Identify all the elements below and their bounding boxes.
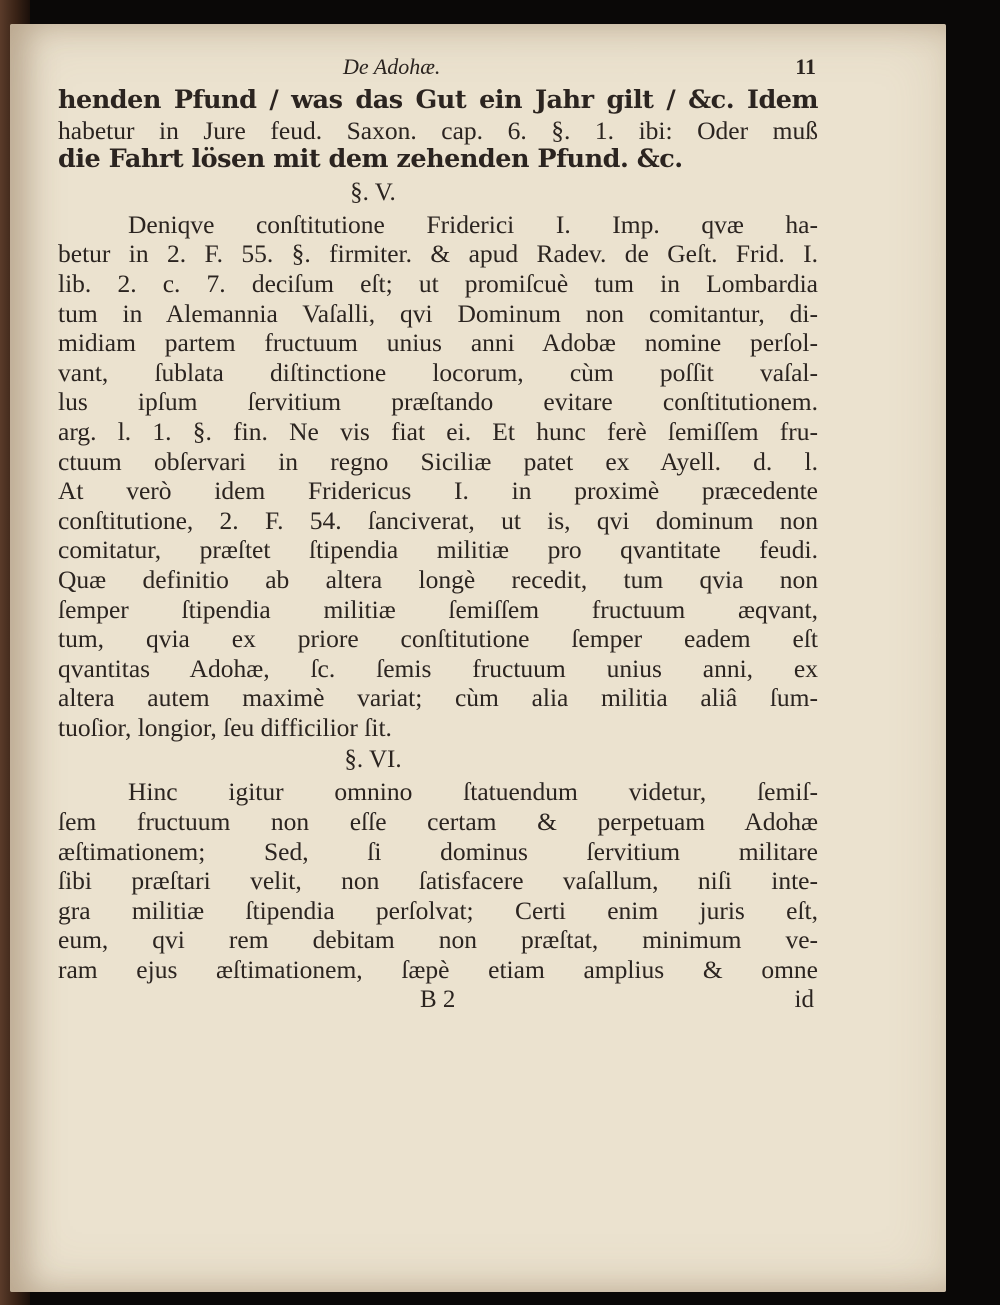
book-page — [10, 24, 946, 1292]
text-line: henden Pfund / was das Gut ein Jahr gilt / &c. Idem — [58, 85, 818, 115]
text-line: ctuum obſervari in regno Siciliæ patet ex Ayell. d. l. — [58, 446, 818, 476]
section-v-body — [58, 210, 818, 743]
page-number: 11 — [795, 54, 816, 79]
main-text — [58, 86, 818, 1015]
text-line: ram ejus æſtimationem, ſæpè etiam amplius & omne — [58, 955, 818, 985]
page-footer — [58, 985, 818, 1015]
text-line: tum in Alemannia Vaſalli, qvi Dominum non comitantur, di- — [58, 298, 818, 328]
running-head — [58, 54, 818, 86]
running-head-title: De Adohæ. — [343, 54, 441, 79]
text-line: At verò idem Fridericus I. in proximè præcedente — [58, 476, 818, 506]
text-line: midiam partem fructuum unius anni Adobæ nomine perſol- — [58, 328, 818, 358]
text-line: ſibi præſtari velit, non ſatisfacere vaſallum, niſi inte- — [58, 866, 818, 896]
text-line: ſemper ſtipendia militiæ ſemiſſem fructuum æqvant, — [58, 594, 818, 624]
text-line: æſtimationem; Sed, ſi dominus ſervitium militare — [58, 836, 818, 866]
page-content — [58, 54, 818, 1015]
section-heading-v: §. V. — [350, 178, 396, 206]
text-line: tum, qvia ex priore conſtitutione ſemper eadem eſt — [58, 624, 818, 654]
text-line: Deniqve conſtitutione Friderici I. Imp. qvæ ha- — [128, 209, 818, 239]
text-line: Quæ definitio ab altera longè recedit, tum qvia non — [58, 564, 818, 594]
section-vi-body — [58, 777, 818, 984]
text-line: conſtitutione, 2. F. 54. ſanciverat, ut is, qvi dominum non — [58, 505, 818, 535]
text-line: habetur in Jure feud. Saxon. cap. 6. §. 1. ibi: Oder muß — [58, 115, 818, 145]
text-line: Hinc igitur omnino ſtatuendum videtur, ſemiſ- — [128, 777, 818, 807]
signature-mark: B 2 — [420, 985, 456, 1013]
text-line: betur in 2. F. 55. §. firmiter. & apud Radev. de Geſt. Frid. I. — [58, 239, 818, 269]
text-line: ſem fructuum non eſſe certam & perpetuam Adohæ — [58, 807, 818, 837]
text-line: eum, qvi rem debitam non præſtat, minimum ve- — [58, 925, 818, 955]
text-line: die Fahrt lösen mit dem zehenden Pfund. &c. — [58, 144, 683, 175]
text-line: gra militiæ ſtipendia perſolvat; Certi enim juris eſt, — [58, 895, 818, 925]
text-line: qvantitas Adohæ, ſc. ſemis fructuum unius anni, ex — [58, 653, 818, 683]
text-line: lib. 2. c. 7. deciſum eſt; ut promiſcuè tum in Lombardia — [58, 268, 818, 298]
section-heading-vi: §. VI. — [344, 746, 402, 774]
text-line: tuoſior, longior, ſeu difficilior ſit. — [58, 712, 392, 742]
text-line: comitatur, præſtet ſtipendia militiæ pro qvantitate feudi. — [58, 535, 818, 565]
catchword: id — [794, 985, 814, 1013]
text-line: vant, ſublata diſtinctione locorum, cùm poſſit vaſal- — [58, 357, 818, 387]
text-line: altera autem maximè variat; cùm alia militia aliâ ſum- — [58, 683, 818, 713]
paragraph-continuation — [58, 86, 818, 175]
text-line: lus ipſum ſervitium præſtando evitare conſtitutionem. — [58, 387, 818, 417]
text-line: arg. l. 1. §. fin. Ne vis fiat ei. Et hunc ferè ſemiſſem fru- — [58, 416, 818, 446]
